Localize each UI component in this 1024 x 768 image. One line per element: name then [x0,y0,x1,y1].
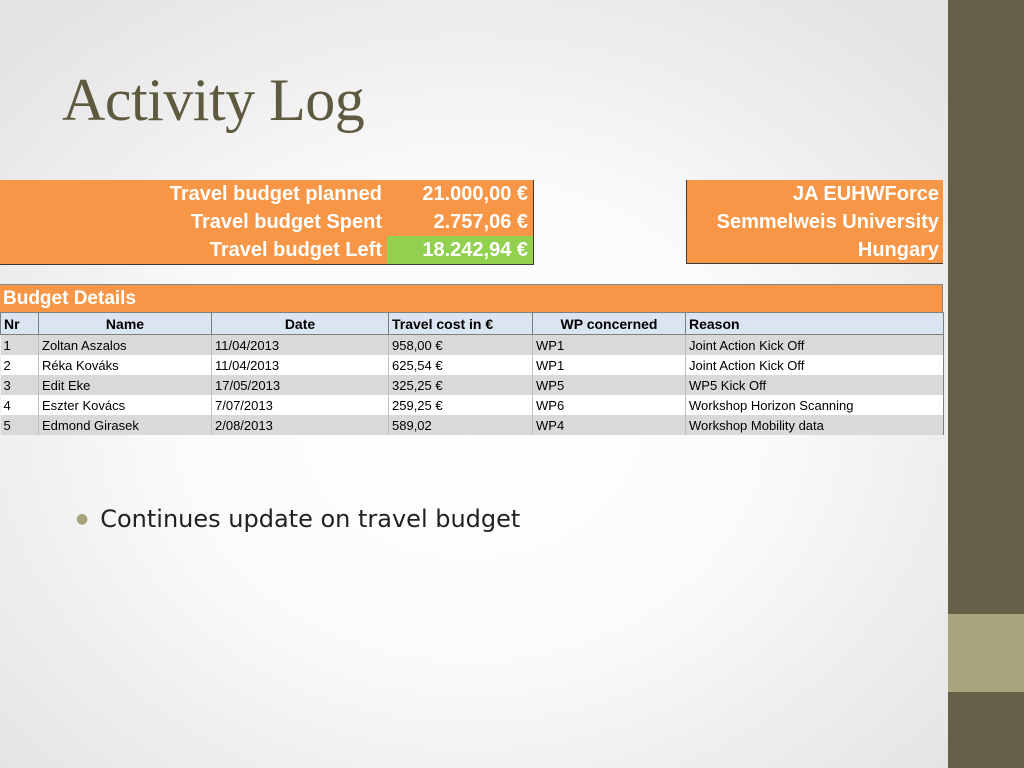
budget-summary [0,180,534,265]
cell-date: 2/08/2013 [212,415,389,435]
cell-date: 7/07/2013 [212,395,389,415]
summary-value: 21.000,00 € [387,180,534,208]
cell-date: 11/04/2013 [212,355,389,375]
decorative-side-accent [948,614,1024,692]
column-header-reason: Reason [686,313,944,335]
slide-title: Activity Log [62,67,365,133]
cell-nr: 5 [1,415,39,435]
cell-name: Eszter Kovács [39,395,212,415]
budget-details-table [0,312,944,435]
budget-details-title: Budget Details [0,284,943,312]
summary-value: 2.757,06 € [387,208,534,236]
cell-nr: 3 [1,375,39,395]
column-header-travel-cost: Travel cost in € [389,313,533,335]
cell-wp: WP1 [533,335,686,356]
cell-wp: WP4 [533,415,686,435]
summary-label: Travel budget Left [0,236,387,264]
cell-travel-cost: 259,25 € [389,395,533,415]
cell-travel-cost: 589,02 [389,415,533,435]
table-row [1,395,944,415]
cell-travel-cost: 625,54 € [389,355,533,375]
cell-nr: 1 [1,335,39,356]
cell-name: Réka Kováks [39,355,212,375]
cell-travel-cost: 325,25 € [389,375,533,395]
cell-reason: Workshop Horizon Scanning [686,395,944,415]
table-row [1,415,944,435]
bullet-item [76,504,520,538]
cell-wp: WP1 [533,355,686,375]
bullet-dot-icon: ● [76,511,89,527]
cell-reason: Joint Action Kick Off [686,355,944,375]
cell-reason: Workshop Mobility data [686,415,944,435]
summary-row-left [0,236,534,264]
column-header-date: Date [212,313,389,335]
cell-date: 17/05/2013 [212,375,389,395]
cell-travel-cost: 958,00 € [389,335,533,356]
cell-reason: Joint Action Kick Off [686,335,944,356]
cell-name: Edit Eke [39,375,212,395]
project-country: Hungary [857,239,939,261]
summary-row-spent [0,208,534,236]
summary-value-highlight: 18.242,94 € [387,236,534,264]
budget-details [0,284,943,435]
table-row [1,355,944,375]
cell-nr: 2 [1,355,39,375]
summary-label: Travel budget Spent [0,208,387,236]
cell-reason: WP5 Kick Off [686,375,944,395]
project-info [686,180,943,264]
column-header-nr: Nr [1,313,39,335]
summary-row-planned [0,180,534,208]
cell-nr: 4 [1,395,39,415]
cell-name: Edmond Girasek [39,415,212,435]
summary-label: Travel budget planned [0,180,387,208]
project-institution: Semmelweis University [716,211,939,233]
cell-name: Zoltan Aszalos [39,335,212,356]
column-header-wp: WP concerned [533,313,686,335]
bullet-text: Continues update on travel budget [100,505,521,533]
table-header-row [1,313,944,335]
column-header-name: Name [39,313,212,335]
table-row [1,335,944,356]
cell-date: 11/04/2013 [212,335,389,356]
cell-wp: WP5 [533,375,686,395]
table-row [1,375,944,395]
project-name: JA EUHWForce [793,183,939,205]
cell-wp: WP6 [533,395,686,415]
